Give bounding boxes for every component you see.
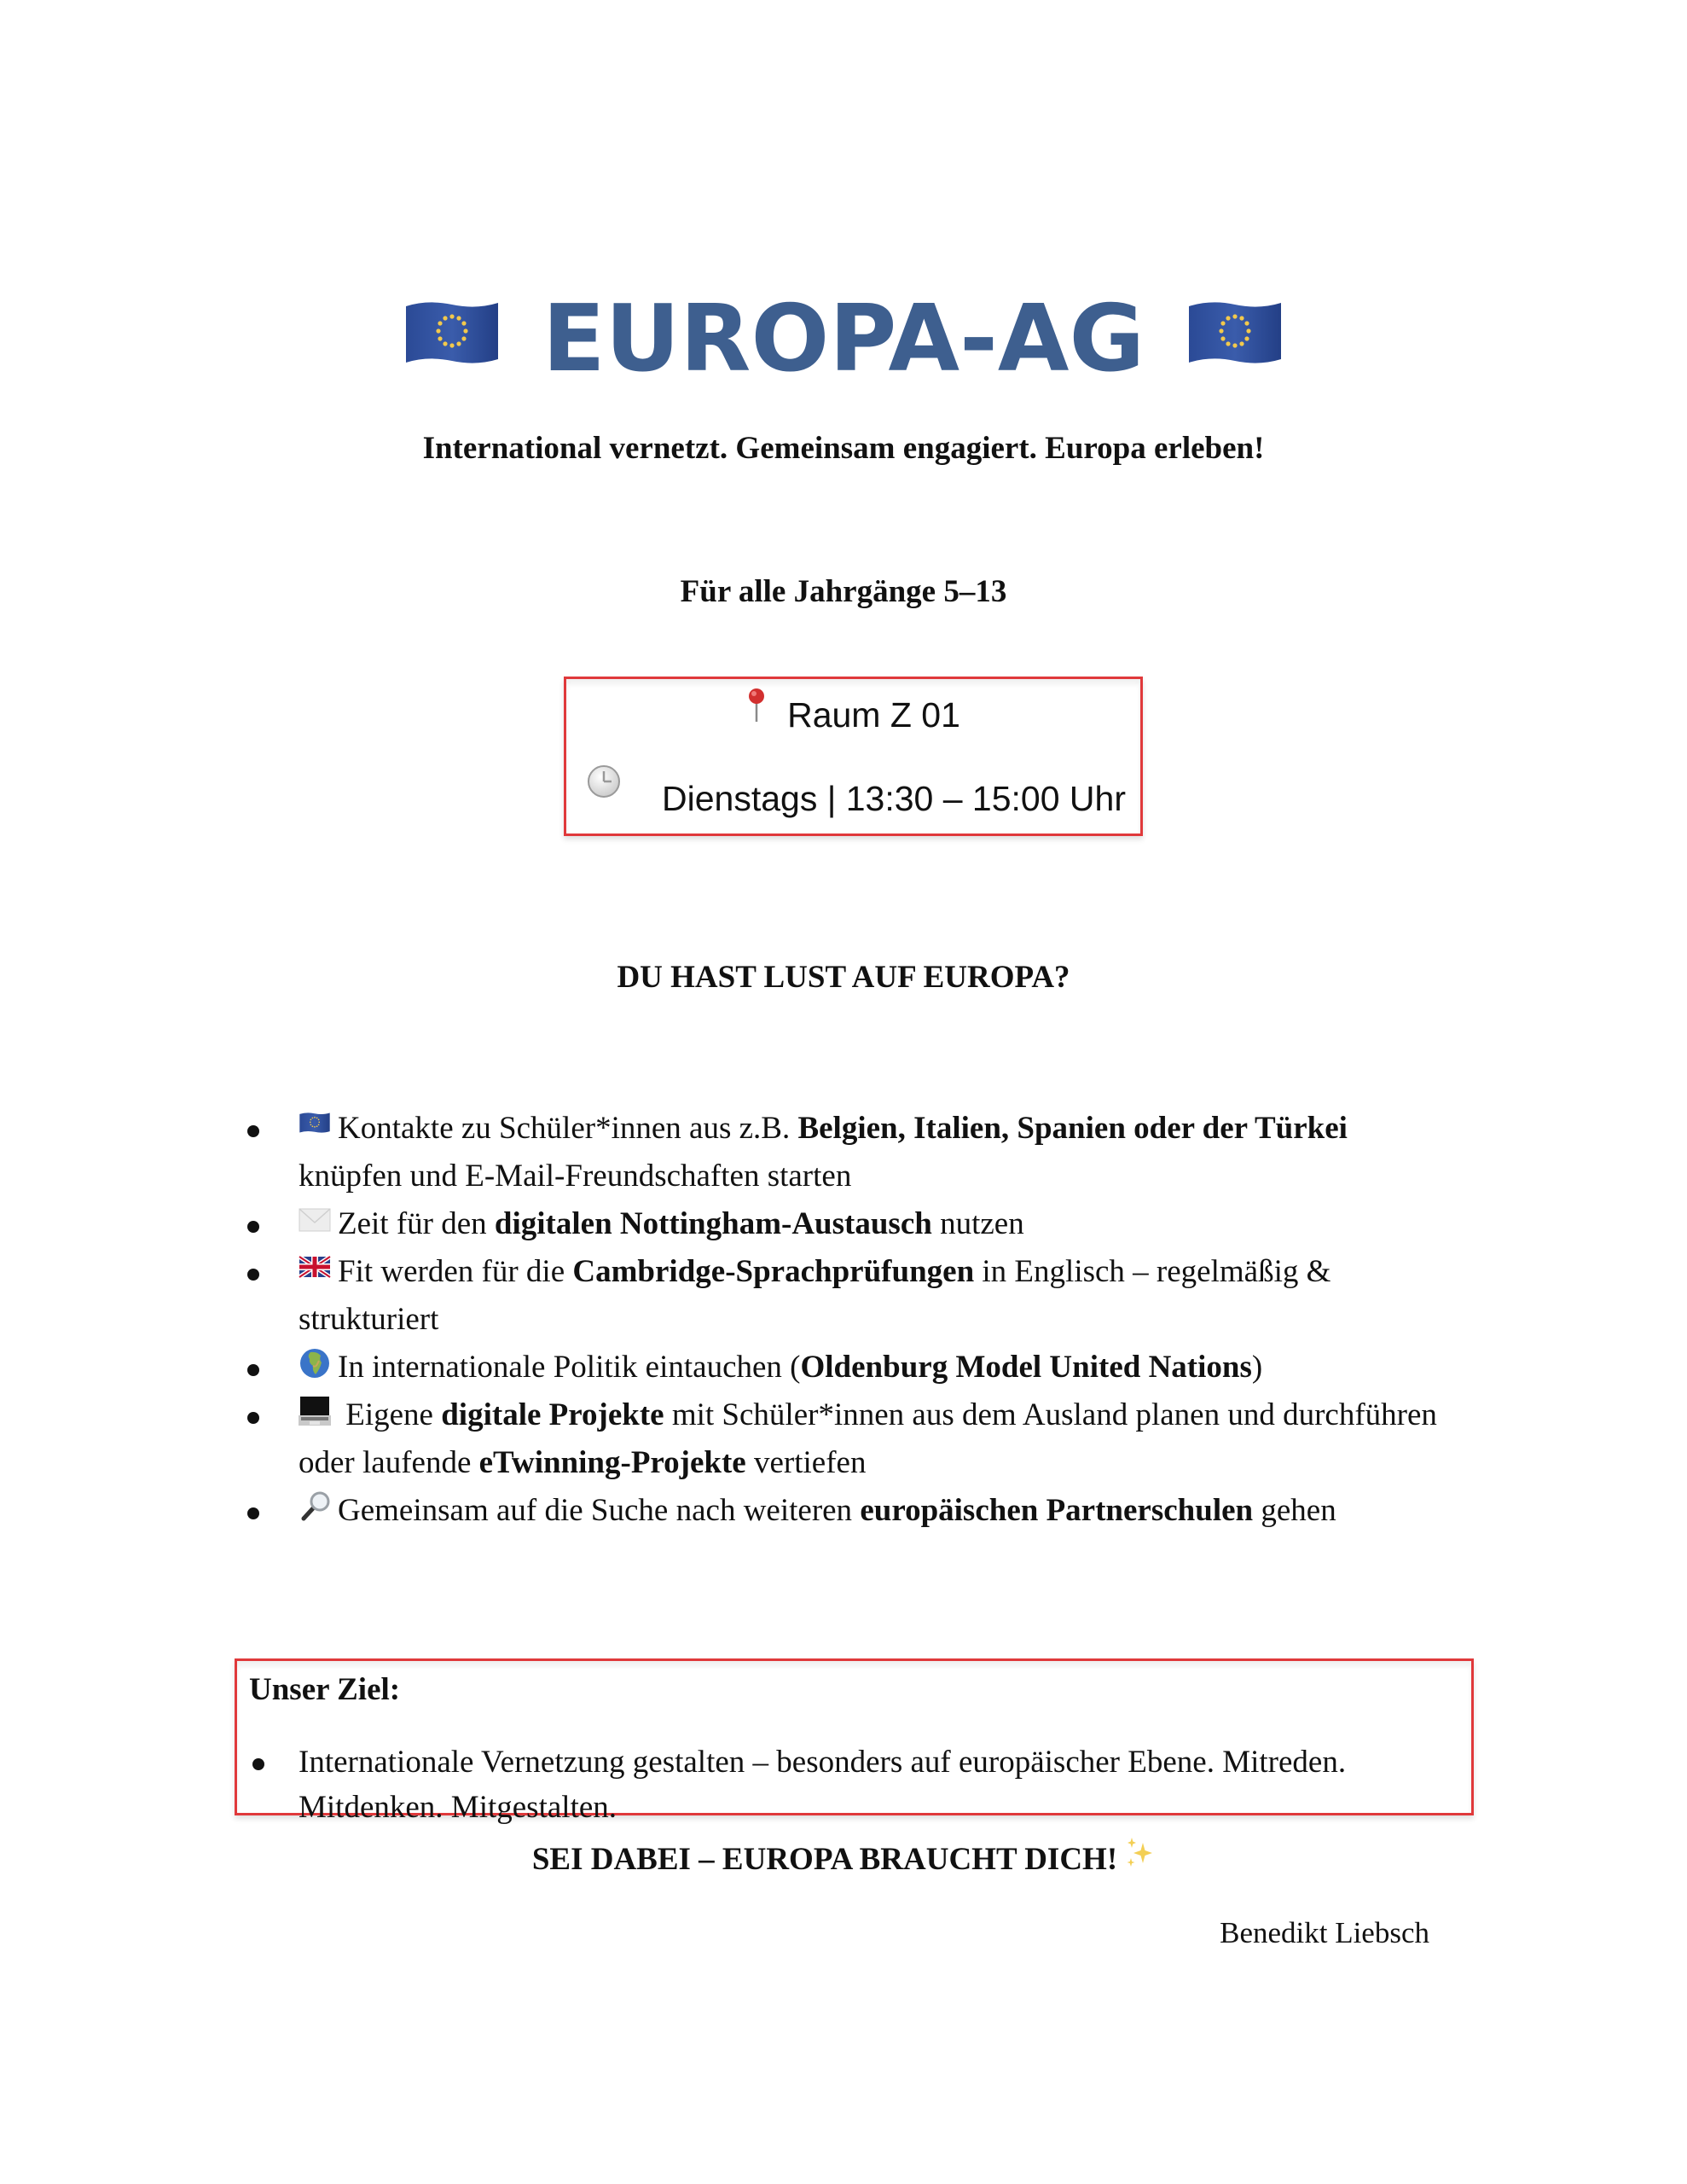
bullet-dot (247, 1507, 259, 1519)
title-row (0, 282, 1687, 392)
feature-list (247, 1105, 1458, 1535)
grades-label: Für alle Jahrgänge 5–13 (680, 574, 1007, 609)
goal-title: Unser Ziel: (249, 1672, 401, 1707)
laptop-icon (299, 1395, 331, 1427)
time-text: Dienstags | 13:30 – 15:00 Uhr (662, 779, 1126, 818)
cta-text: SEI DABEI – EUROPA BRAUCHT DICH! (531, 1842, 1118, 1877)
eu-flag-icon (1186, 299, 1284, 366)
bullet-dot (247, 1269, 259, 1281)
eu-flag-icon (403, 299, 501, 366)
section-heading: DU HAST LUST AUF EUROPA? (617, 960, 1070, 995)
pushpin-icon (746, 686, 767, 722)
room-line (566, 689, 1140, 741)
goal-box (235, 1658, 1474, 1825)
list-item: Fit werden für die Cambridge-Sprachprüfungen in Englisch – regelmäßig & strukturiert (247, 1248, 1458, 1344)
goal-list (249, 1740, 1443, 1830)
envelope-icon (299, 1204, 331, 1236)
list-item: Eigene digitale Projekte mit Schüler*innen aus dem Ausland planen und durchführen oder laufende eTwinning-Projekte vertiefen (247, 1391, 1458, 1487)
magnifier-icon (299, 1490, 331, 1523)
bullet-dot (247, 1125, 259, 1137)
eu-flag-icon (299, 1110, 331, 1136)
clock-icon (587, 761, 621, 795)
list-item: Gemeinsam auf die Suche nach weiteren europäischen Partnerschulen gehen (247, 1487, 1458, 1535)
globe-icon (299, 1347, 331, 1380)
bullet-dot (247, 1364, 259, 1376)
sparkles-icon (1124, 1836, 1155, 1870)
signature: Benedikt Liebsch (1220, 1916, 1429, 1949)
room-text: Raum Z 01 (787, 695, 960, 735)
bullet-dot (247, 1221, 259, 1233)
list-item: Zeit für den digitalen Nottingham-Austausch nutzen (247, 1200, 1458, 1248)
list-item: Kontakte zu Schüler*innen aus z.B. Belgien, Italien, Spanien oder der Türkei knüpfen und E-Mail-Freundschaften starten (247, 1105, 1458, 1200)
page-title: EUROPA-AG (542, 286, 1145, 392)
bullet-dot (247, 1412, 259, 1424)
goal-item: Internationale Vernetzung gestalten – besonders auf europäischer Ebene. Mitreden. Mitdenken. Mitgestalten. (249, 1740, 1443, 1830)
list-item: In internationale Politik eintauchen (Oldenburg Model United Nations) (247, 1344, 1458, 1391)
time-line (587, 773, 1126, 824)
tagline: International vernetzt. Gemeinsam engagiert. Europa erleben! (422, 431, 1265, 466)
call-to-action (0, 1839, 1687, 1880)
info-box (564, 677, 1143, 836)
uk-flag-icon (299, 1252, 331, 1284)
bullet-dot (252, 1758, 264, 1770)
